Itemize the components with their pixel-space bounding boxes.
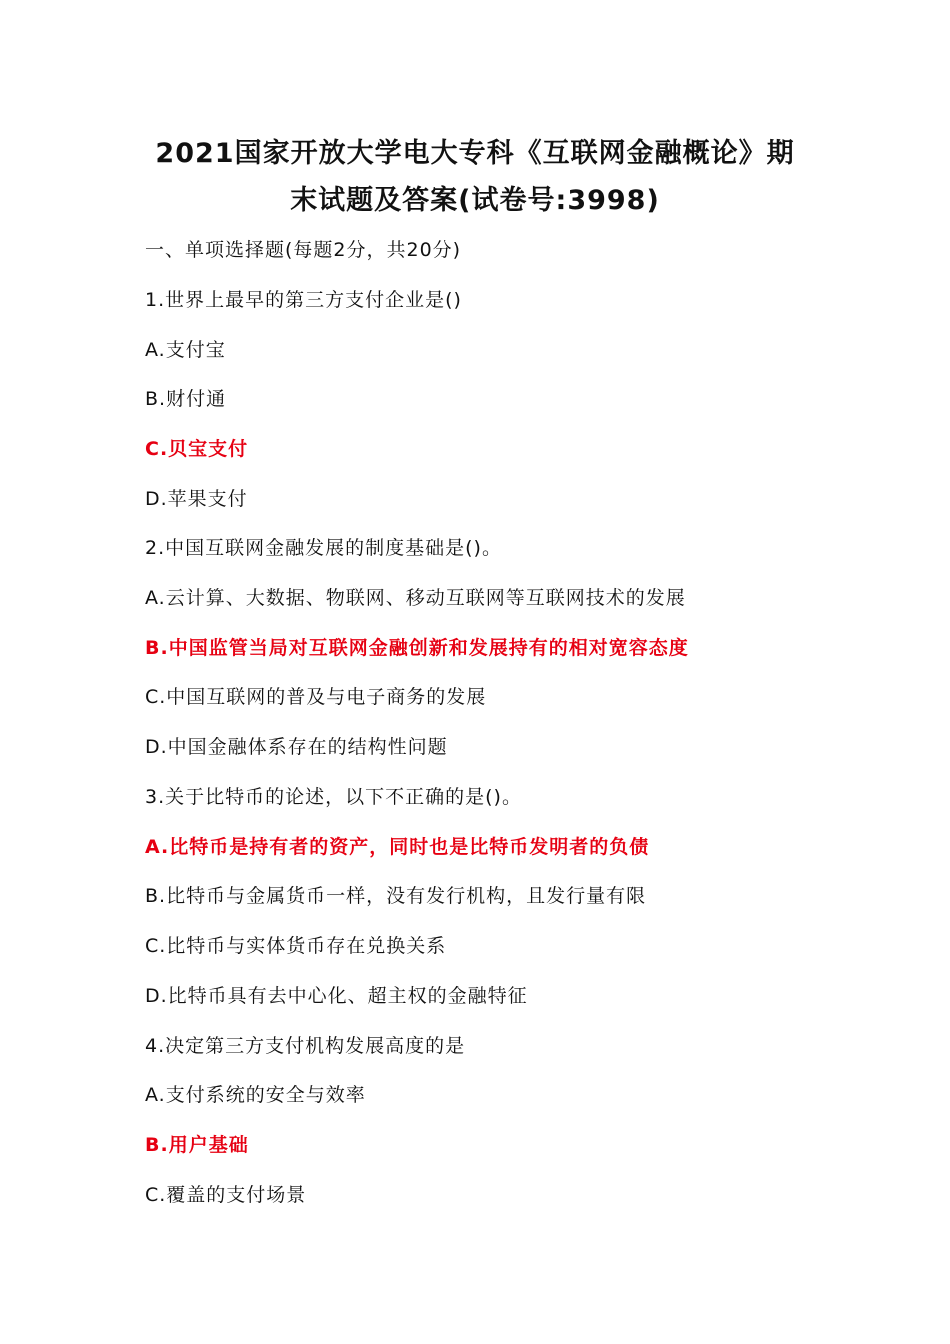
question-4: 4.决定第三方支付机构发展高度的是	[145, 1035, 466, 1057]
section-heading: 一、单项选择题(每题2分，共20分)	[145, 239, 462, 261]
q4-option-b-answer: B.用户基础	[145, 1134, 249, 1156]
page-title-line-2: 末试题及答案(试卷号:3998)	[290, 185, 660, 216]
question-3: 3.关于比特币的论述，以下不正确的是()。	[145, 786, 522, 808]
q2-option-a: A.云计算、大数据、物联网、移动互联网等互联网技术的发展	[145, 587, 686, 609]
q2-option-d: D.中国金融体系存在的结构性问题	[145, 736, 448, 758]
q3-option-c: C.比特币与实体货币存在兑换关系	[145, 935, 447, 957]
question-1: 1.世界上最早的第三方支付企业是()	[145, 289, 462, 311]
q4-option-a: A.支付系统的安全与效率	[145, 1084, 366, 1106]
page-title-line-1: 2021国家开放大学电大专科《互联网金融概论》期	[155, 138, 795, 169]
q3-option-a-answer: A.比特币是持有者的资产，同时也是比特币发明者的负债	[145, 836, 650, 858]
q2-option-c: C.中国互联网的普及与电子商务的发展	[145, 686, 487, 708]
q3-option-d: D.比特币具有去中心化、超主权的金融特征	[145, 985, 528, 1007]
q1-option-c-answer: C.贝宝支付	[145, 438, 249, 460]
q4-option-c: C.覆盖的支付场景	[145, 1184, 307, 1206]
q1-option-d: D.苹果支付	[145, 488, 248, 510]
q1-option-b: B.财付通	[145, 388, 227, 410]
q2-option-b-answer: B.中国监管当局对互联网金融创新和发展持有的相对宽容态度	[145, 637, 689, 659]
q1-option-a: A.支付宝	[145, 339, 226, 361]
question-2: 2.中国互联网金融发展的制度基础是()。	[145, 537, 502, 559]
q3-option-b: B.比特币与金属货币一样，没有发行机构，且发行量有限	[145, 885, 647, 907]
